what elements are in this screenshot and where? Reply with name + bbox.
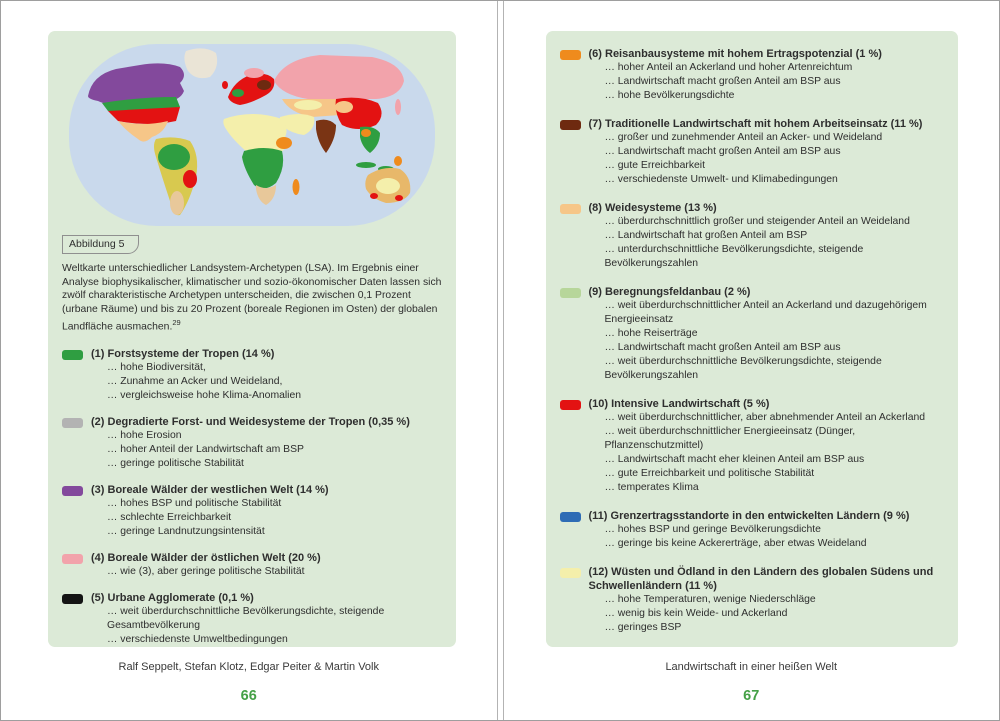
legend-point: … temperates Klima (604, 482, 699, 493)
legend-body (589, 565, 946, 635)
world-map (68, 41, 436, 229)
legend-body (91, 551, 442, 579)
running-title: Landwirtschaft in einer heißen Welt (665, 661, 838, 673)
legend-title: (12) Wüsten und Ödland in den Ländern des globalen Südens und Schwellenländern (11 %) (588, 566, 934, 592)
legend-point: … weit überdurchschnittliche Bevölkerungsdichte, steigende Bevölkerungszahlen (604, 356, 882, 381)
legend-point: … weit überdurchschnittliche Bevölkerungsdichte, steigende Gesamtbevölkerung (107, 606, 385, 632)
legend-point: … geringe bis keine Ackererträge, aber etwas Weideland (604, 538, 867, 549)
legend-point: … vergleichsweise hohe Klima-Anomalien (107, 390, 302, 402)
legend-point: … hoher Anteil der Landwirtschaft am BSP (107, 444, 304, 456)
legend-title: (2) Degradierte Forst- und Weidesysteme der Tropen (0,35 %) (91, 416, 410, 429)
legend-point: … weit überdurchschnittlicher, aber abnehmender Anteil an Ackerland (604, 412, 926, 423)
figure-label: Abbildung 5 (62, 235, 139, 254)
legend-point: … weit überdurchschnittlicher Anteil an Ackerland und dazugehörigem Energieeinsatz (604, 300, 927, 325)
legend-item (62, 415, 442, 471)
legend-points (589, 593, 946, 635)
legend-color-swatch (560, 120, 581, 130)
legend-title: (6) Reisanbausysteme mit hohem Ertragspotenzial (1 %) (588, 48, 882, 60)
legend-points (91, 361, 442, 403)
legend-point: … hohe Biodiversität, (107, 362, 206, 374)
legend-point: … hohe Bevölkerungsdichte (604, 90, 735, 101)
figure-panel-left (48, 31, 456, 647)
legend-item (560, 509, 946, 551)
legend-right (560, 47, 946, 635)
legend-color-swatch (62, 350, 83, 360)
legend-body (91, 483, 442, 539)
legend-point: … verschiedenste Umweltbedingungen (107, 634, 288, 646)
figure-panel-right (546, 31, 958, 647)
page-right (504, 1, 1000, 720)
legend-points (91, 497, 442, 539)
legend-title: (8) Weidesysteme (13 %) (588, 202, 717, 214)
legend-item (560, 285, 946, 383)
legend-point: … hohe Temperaturen, wenige Niederschläge (604, 594, 816, 605)
legend-points (589, 61, 946, 103)
legend-point: … Landwirtschaft macht großen Anteil am BSP aus (604, 76, 841, 87)
legend-item (62, 591, 442, 647)
legend-point: … Landwirtschaft macht großen Anteil am BSP aus (604, 342, 841, 353)
legend-body (589, 509, 946, 551)
legend-points (589, 411, 946, 495)
legend-points (91, 565, 442, 579)
legend-point: … hohe Erosion (107, 430, 182, 442)
legend-body (589, 201, 946, 271)
legend-body (589, 117, 946, 187)
legend-points (589, 131, 946, 187)
legend-point: … geringe politische Stabilität (107, 458, 244, 470)
legend-item (560, 117, 946, 187)
legend-body (91, 347, 442, 403)
legend-point: … geringe Landnutzungsintensität (107, 526, 265, 538)
legend-point: … wenig bis kein Weide- und Ackerland (604, 608, 788, 619)
page-gutter (497, 1, 504, 720)
page-number: 66 (240, 688, 257, 704)
legend-title: (3) Boreale Wälder der westlichen Welt (14 %) (91, 484, 329, 497)
legend-body (589, 285, 946, 383)
legend-title: (7) Traditionelle Landwirtschaft mit hohem Arbeitseinsatz (11 %) (588, 118, 923, 130)
legend-points (91, 605, 442, 647)
world-map-svg (68, 41, 436, 229)
legend-points (91, 429, 442, 471)
legend-item (560, 201, 946, 271)
legend-point: … wie (3), aber geringe politische Stabilität (107, 566, 305, 578)
legend-points (589, 523, 946, 551)
legend-title: (4) Boreale Wälder der östlichen Welt (20 %) (91, 552, 321, 565)
legend-point: … geringes BSP (604, 622, 682, 633)
footnote-ref: 29 (172, 318, 181, 328)
page-number: 67 (743, 688, 760, 704)
legend-point: … Landwirtschaft macht eher kleinen Anteil am BSP aus (604, 454, 865, 465)
legend-color-swatch (560, 288, 581, 298)
caption-text: Weltkarte unterschiedlicher Landsystem-Archetypen (LSA). Im Ergebnis einer Analyse biophysikalischer, klimatischer und sozio-ökonomischer Daten lassen sich zwölf charakteristische Archetypen unterscheiden, die zwischen 0,1 Prozent (urbane Räume) und bis zu 20 Prozent (boreale Regionen im Osten) der globalen Landfläche ausmachen. (62, 263, 442, 333)
legend-item (62, 551, 442, 579)
legend-point: … gute Erreichbarkeit (604, 160, 705, 171)
legend-point: … Zunahme an Acker und Weideland, (107, 376, 283, 388)
credit-line: Ralf Seppelt, Stefan Klotz, Edgar Peiter & Martin Volk (118, 661, 379, 673)
legend-color-swatch (560, 50, 581, 60)
legend-point: … gute Erreichbarkeit und politische Stabilität (604, 468, 815, 479)
legend-point: … verschiedenste Umwelt- und Klimabedingungen (604, 174, 838, 185)
legend-color-swatch (62, 418, 83, 428)
legend-point: … großer und zunehmender Anteil an Acker- und Weideland (604, 132, 883, 143)
legend-title: (1) Forstsysteme der Tropen (14 %) (91, 348, 275, 361)
legend-point: … unterdurchschnittliche Bevölkerungsdichte, steigende Bevölkerungszahlen (604, 244, 864, 269)
legend-point: … hohes BSP und politische Stabilität (107, 498, 282, 510)
legend-point: … schlechte Erreichbarkeit (107, 512, 232, 524)
legend-item (560, 397, 946, 495)
legend-point: … hohe Reiserträge (604, 328, 698, 339)
figure-caption (62, 262, 442, 334)
legend-color-swatch (560, 568, 581, 578)
legend-point: … hohes BSP und geringe Bevölkerungsdichte (604, 524, 821, 535)
legend-item (560, 47, 946, 103)
legend-item (62, 347, 442, 403)
legend-color-swatch (62, 554, 83, 564)
legend-color-swatch (560, 400, 581, 410)
legend-points (589, 299, 946, 383)
legend-body (91, 415, 442, 471)
legend-color-swatch (560, 204, 581, 214)
legend-color-swatch (560, 512, 581, 522)
legend-title: (5) Urbane Agglomerate (0,1 %) (91, 592, 254, 605)
legend-body (589, 47, 946, 103)
page-left (1, 1, 497, 720)
legend-body (589, 397, 946, 495)
legend-item (62, 483, 442, 539)
legend-body (91, 591, 442, 647)
legend-point: … hoher Anteil an Ackerland und hoher Artenreichtum (604, 62, 853, 73)
legend-left (62, 347, 442, 647)
legend-item (560, 565, 946, 635)
legend-title: (11) Grenzertragsstandorte in den entwickelten Ländern (9 %) (588, 510, 910, 522)
legend-point: … Landwirtschaft macht großen Anteil am BSP aus (604, 146, 841, 157)
legend-points (589, 215, 946, 271)
legend-point: … überdurchschnittlich großer und steigender Anteil an Weideland (604, 216, 910, 227)
legend-color-swatch (62, 594, 83, 604)
legend-title: (10) Intensive Landwirtschaft (5 %) (588, 398, 770, 410)
legend-title: (9) Beregnungsfeldanbau (2 %) (588, 286, 751, 298)
legend-point: … weit überdurchschnittlicher Energieeinsatz (Dünger, Pflanzenschutzmittel) (604, 426, 856, 451)
legend-point: … Landwirtschaft hat großen Anteil am BSP (604, 230, 808, 241)
legend-color-swatch (62, 486, 83, 496)
